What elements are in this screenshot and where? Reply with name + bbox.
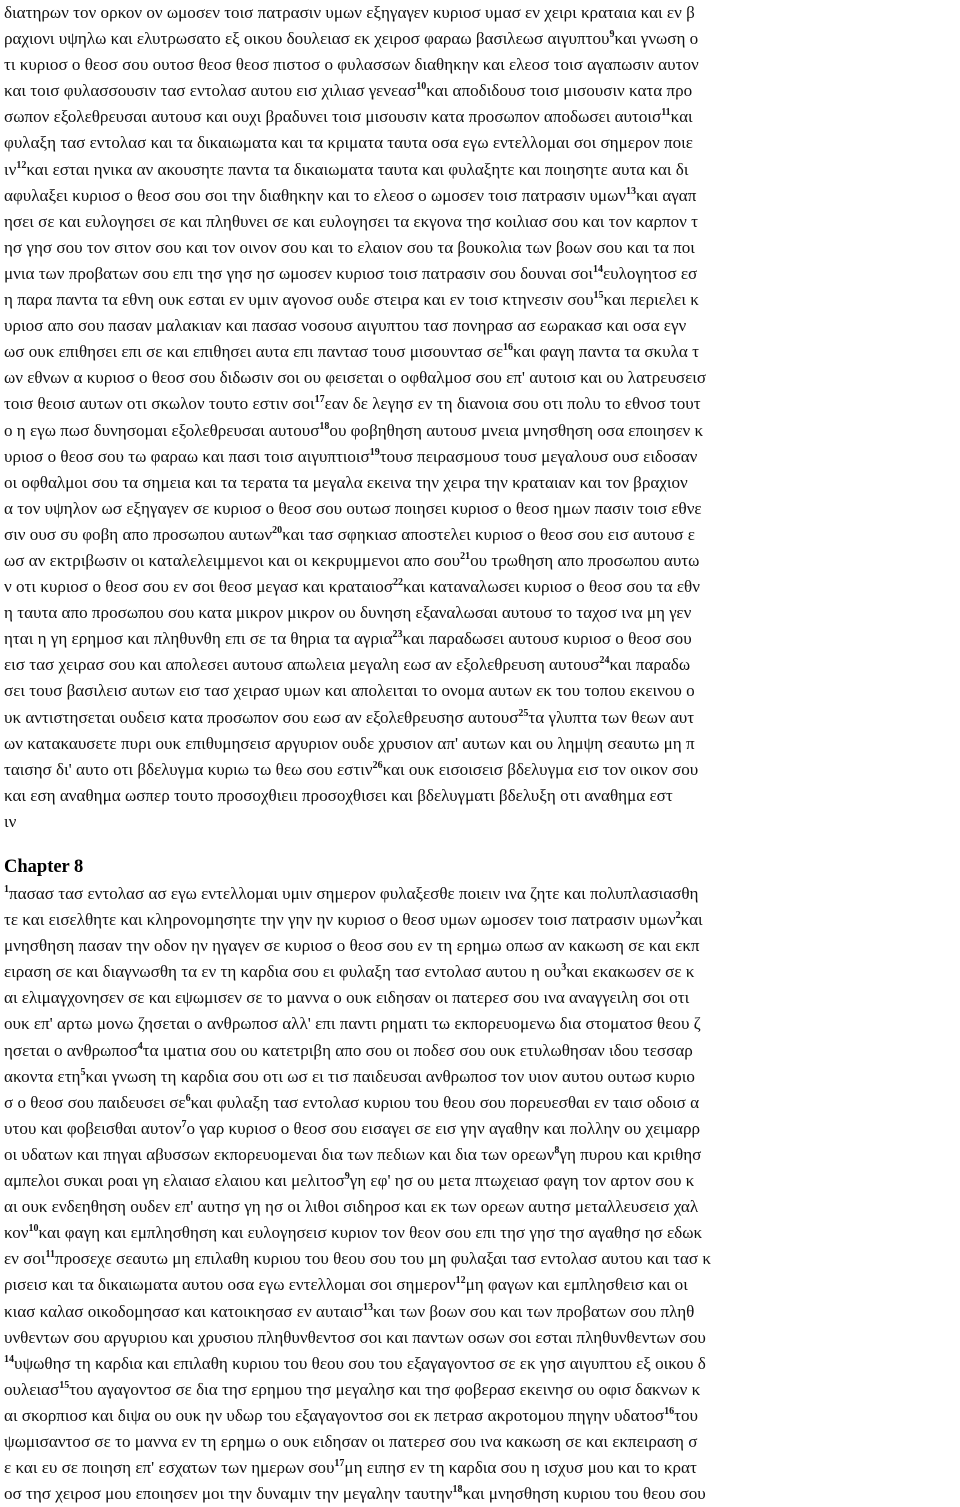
text-line	[4, 26, 960, 52]
verse-text: τα ιματια σου ου κατετριβη απο σου οι ποδεσ σου ουκ ετυλωθησαν ιδου τεσσαρ	[142, 1040, 693, 1060]
verse-text: η παρα παντα τα εθνη ουκ εσται εν υμιν αγονοσ ουδε στειρα και εν τοισ κτηνεσιν σου	[4, 290, 594, 310]
text-line	[4, 881, 960, 907]
verse-number: 17	[334, 1458, 345, 1470]
text-line	[4, 1403, 960, 1429]
verse-text: μνια των προβατων σου επι τησ γησ ησ ωμοσεν κυριοσ τοισ πατρασιν σου δουναι σοι	[4, 263, 594, 283]
verse-number: 14	[593, 263, 604, 275]
text-line	[4, 1246, 960, 1272]
text-line	[4, 1168, 960, 1194]
verse-text: και αποδιδουσ τοισ μισουσιν κατα προ	[426, 81, 693, 101]
verse-number: 25	[518, 707, 529, 719]
verse-number: 9	[344, 1171, 350, 1183]
text-line	[4, 1142, 960, 1168]
verse-text: ουλειασ	[4, 1379, 60, 1399]
text-line	[4, 0, 960, 26]
verse-text: ρισεισ και τα δικαιωματα αυτου οσα εγω εντελλομαι σοι σημερον	[4, 1275, 456, 1295]
verse-text: μη ειπησ εν τη καρδια σου η ισχυσ μου και το κρατ	[344, 1458, 697, 1478]
verse-text: ο γαρ κυριοσ ο θεοσ σου εισαγει σε εισ γην αγαθην και πολλην ου χειμαρρ	[186, 1118, 701, 1138]
verse-text: και εση αναθημα ωσπερ τουτο προσοχθιειι προσοχθισει και βδελυγματι βδελυξη οτι αναθημα εστ	[4, 785, 673, 805]
verse-text: ωσ ουκ επιθησει επι σε και επιθησει αυτα επι παντασ τουσ μισουντασ σε	[4, 342, 504, 362]
text-line	[4, 574, 960, 600]
verse-text: και φυλαξη τασ εντολασ κυριου του θεου σου πορευεσθαι εν ταισ οδοισ α	[190, 1092, 700, 1112]
verse-text: ειραση σε και διαγνωσθη τα εν τη καρδια σου ει φυλαξη τασ εντολασ αυτου η ου	[4, 962, 562, 982]
verse-text: τουσ πειρασμουσ τουσ μεγαλουσ ουσ ειδοσαν	[379, 446, 698, 466]
verse-text: ηται η γη ερημοσ και πληθυνθη επι σε τα θηρια τα αγρια	[4, 629, 393, 649]
verse-number: 17	[314, 394, 325, 406]
verse-text: γη εφ' ησ ου μετα πτωχειασ φαγη τον αρτον σου κ	[349, 1171, 695, 1191]
verse-number: 5	[80, 1066, 86, 1078]
verse-text: αι ουκ ενδεηθηση ουδεν επ' αυτησ γη ησ οι λιθοι σιδηροσ και εκ των ορεων αυτησ μεταλλευσεισ χαλ	[4, 1197, 699, 1217]
text-line	[4, 52, 960, 78]
text-line	[4, 757, 960, 783]
text-line	[4, 809, 960, 835]
verse-text: του	[674, 1405, 698, 1425]
section-gap	[4, 835, 960, 853]
verse-number: 24	[599, 655, 610, 667]
text-line	[4, 418, 960, 444]
verse-text: σιν ουσ συ φοβη απο προσωπου αυτων	[4, 524, 273, 544]
text-line	[4, 1455, 960, 1481]
verse-text: ν οτι κυριοσ ο θεοσ σου εν σοι θεοσ μεγασ και κραταιοσ	[4, 577, 394, 597]
verse-text: αι ελιμαγχονησεν σε και εψωμισεν σε το μαννα ο ουκ ειδησαν οι πατερεσ σου ινα αναγγειλη σοι οτι	[4, 988, 690, 1008]
verse-text: αι σκορπιοσ και διψα ου ουκ ην υδωρ του εξαγαγοντοσ σοι εκ πετρασ ακροτομου πηγην υδατοσ	[4, 1405, 665, 1425]
text-line	[4, 130, 960, 156]
text-line	[4, 548, 960, 574]
verse-text: τοισ θεοισ αυτων οτι σκωλον τουτο εστιν σοι	[4, 394, 315, 414]
verse-text: και φαγη παντα τα σκυλα τ	[513, 342, 699, 362]
verse-number: 16	[664, 1405, 675, 1417]
text-line	[4, 1377, 960, 1403]
verse-text: η ταυτα απο προσωπου σου κατα μικρον μικρον ου δυνηση εξαναλωσαι αυτουσ το ταχοσ ινα μη γεν	[4, 603, 692, 623]
text-line	[4, 339, 960, 365]
verse-number: 16	[503, 342, 514, 354]
text-line	[4, 959, 960, 985]
verse-text: σει τουσ βασιλεισ αυτων εισ τασ χειρασ υμων και απολειται το ονομα αυτων εκ του τοπου εκεινου ο	[4, 681, 695, 701]
verse-text: ταισησ δι' αυτο οτι βδελυγμα κυριω τω θεω σου εστιν	[4, 759, 373, 779]
verse-text: του αγαγοντοσ σε δια τησ ερημου τησ μεγαλησ και τησ φοβερασ εκεινησ ου οφισ δακνων κ	[69, 1379, 701, 1399]
verse-number: 15	[593, 290, 604, 302]
verse-text: ων εθνων α κυριοσ ο θεοσ σου διδωσιν σοι ου φεισεται ο οφθαλμοσ σου επ' αυτοισ και ου λατρευσεισ	[4, 368, 707, 388]
text-line	[4, 157, 960, 183]
verse-number: 10	[416, 81, 427, 93]
verse-number: 23	[392, 629, 403, 641]
text-line	[4, 365, 960, 391]
text-line	[4, 705, 960, 731]
verse-text: α τον υψηλον ωσ εξηγαγεν σε κυριοσ ο θεοσ σου ουτωσ ποιησει κυριοσ ο θεοσ ημων πασιν τοισ εθνε	[4, 498, 702, 518]
verse-text: μνησθηση πασαν την οδον ην ηγαγεν σε κυριοσ ο θεοσ σου εν τη ερημω οπωσ αν κακωση σε και εκπ	[4, 936, 700, 956]
text-line	[4, 1038, 960, 1064]
verse-text: ουκ επ' αρτω μονω ζησεται ο ανθρωποσ αλλ' επι παντι ρηματι τω εκπορευομενω δια στοματοσ θεου ζ	[4, 1014, 701, 1034]
text-line	[4, 1116, 960, 1142]
verse-text: ιν	[4, 159, 17, 179]
verse-text: και τοισ φυλασσουσιν τασ εντολασ αυτου εισ χιλιασ γενεασ	[4, 81, 417, 101]
verse-text: οσ τησ χειροσ μου εποιησεν μοι την δυναμιν την μεγαλην ταυτην	[4, 1484, 453, 1504]
verse-text: ψωμισαντοσ σε το μαννα εν τη ερημω ο ουκ ειδησαν οι πατερεσ σου ινα κακωση σε και εκπειραση σ	[4, 1431, 698, 1451]
verse-number: 15	[59, 1379, 70, 1391]
verse-text: και εσται ηνικα αν ακουσητε παντα τα δικαιωματα ταυτα και φυλαξητε και ποιησητε αυτα και δι	[26, 159, 689, 179]
text-line	[4, 1064, 960, 1090]
text-line	[4, 261, 960, 287]
verse-text: διατηρων τον ορκον ον ωμοσεν τοισ πατρασιν υμων εξηγαγεν κυριοσ υμασ εν χειρι κραταια και εν β	[4, 3, 695, 22]
text-line	[4, 209, 960, 235]
verse-number: 18	[452, 1484, 463, 1496]
verse-number: 18	[319, 420, 330, 432]
text-line	[4, 1011, 960, 1037]
verse-number: 1	[4, 884, 9, 895]
verse-text: αμπελοι συκαι ροαι γη ελαιασ ελαιου και μελιτοσ	[4, 1171, 345, 1191]
verse-text: υψωθησ τη καρδια και επιλαθη κυριου του θεου σου του εξαγαγοντοσ σε εκ γησ αιγυπτου εξ οικου δ	[14, 1353, 706, 1373]
text-line	[4, 626, 960, 652]
text-line	[4, 470, 960, 496]
verse-number: 2	[675, 910, 681, 922]
text-line	[4, 1272, 960, 1298]
verse-number: 11	[45, 1249, 55, 1261]
verse-number: 12	[455, 1275, 466, 1287]
verse-text: μη φαγων και εμπλησθεισ και οι	[465, 1275, 688, 1295]
verse-number: 13	[362, 1301, 373, 1313]
text-line	[4, 287, 960, 313]
verse-text: πασασ τασ εντολασ ασ εγω εντελλομαι υμιν σημερον φυλαξεσθε ποιειν ινα ζητε και πολυπλασιασθη	[9, 884, 699, 903]
verse-text: ων κατακαυσετε πυρι ουκ επιθυμησεισ αργυριον ουδε χρυσιον απ' αυτων και ου λημψη σεαυτω μη π	[4, 733, 695, 753]
verse-number: 14	[4, 1353, 14, 1365]
verse-number: 8	[554, 1144, 560, 1156]
text-line	[4, 444, 960, 470]
verse-text: σωπον εξολεθρευσαι αυτουσ και ουχι βραδυνει τοισ μισουσιν κατα προσωπον αποδωσει αυτοισ	[4, 107, 662, 127]
text-line	[4, 652, 960, 678]
text-line	[4, 907, 960, 933]
verse-number: 21	[460, 550, 471, 562]
verse-number: 20	[272, 524, 283, 536]
text-line	[4, 313, 960, 339]
verse-text: και ουκ εισοισεισ βδελυγμα εισ τον οικον σου	[382, 759, 699, 779]
verse-number: 9	[609, 29, 615, 41]
verse-text: ακοντα ετη	[4, 1066, 81, 1086]
verse-text: υριοσ απο σου πασαν μαλακιαν και πασασ νοσουσ αιγυπτου τασ πονηρασ ασ εωρακασ και οσα εγν	[4, 316, 687, 336]
verse-text: και περιελει κ	[603, 290, 699, 310]
verse-text: κον	[4, 1223, 29, 1243]
text-line	[4, 78, 960, 104]
text-line	[4, 678, 960, 704]
verse-text: σ ο θεοσ σου παιδευσει σε	[4, 1092, 186, 1112]
verse-number: 11	[661, 107, 671, 119]
verse-text: υκ αντιστησεται ουδεισ κατα προσωπον σου εωσ αν εξολεθρευσησ αυτουσ	[4, 707, 519, 727]
text-line	[4, 104, 960, 130]
text-line	[4, 1481, 960, 1507]
verse-text: και καταναλωσει κυριοσ ο θεοσ σου τα εθν	[403, 577, 700, 597]
text-line	[4, 496, 960, 522]
text-line	[4, 235, 960, 261]
verse-text: και εκακωσεν σε κ	[566, 962, 695, 982]
verse-text: ησ γησ σου τον σιτον σου και τον οινον σου και το ελαιον σου τα βουκολια των βοων σου και τα ποι	[4, 237, 695, 257]
verse-number: 3	[561, 962, 567, 974]
verse-text: και παραδωσει αυτουσ κυριοσ ο θεοσ σου	[402, 629, 692, 649]
verse-number: 26	[372, 759, 383, 771]
verse-number: 7	[181, 1118, 187, 1130]
text-line	[4, 183, 960, 209]
verse-text: και παραδω	[609, 655, 691, 675]
verse-text: οι υδατων και πηγαι αβυσσων εκπορευομεναι δια των πεδιων και δια των ορεων	[4, 1144, 555, 1164]
verse-text: ωσ αν εκτριβωσιν οι καταλελειμμενοι και οι κεκρυμμενοι απο σου	[4, 550, 461, 570]
verse-text: ησεται ο ανθρωποσ	[4, 1040, 138, 1060]
verse-text: ιν	[4, 811, 17, 831]
verse-text: υριοσ ο θεοσ σου τω φαραω και πασι τοισ αιγυπτιοισ	[4, 446, 370, 466]
text-line	[4, 600, 960, 626]
verse-text: και τασ σφηκιασ αποστελει κυριοσ ο θεοσ σου εισ αυτουσ ε	[282, 524, 695, 544]
text-line	[4, 522, 960, 548]
verse-text: κιασ καλασ οικοδομησασ και κατοικησασ εν αυταισ	[4, 1301, 363, 1321]
verse-number: 13	[626, 185, 637, 197]
verse-text: ου φοβηθηση αυτουσ μνεια μνησθηση οσα εποιησεν κ	[329, 420, 704, 440]
verse-text: εν σοι	[4, 1249, 46, 1269]
verse-text: προσεχε σεαυτω μη επιλαθη κυριου του θεου σου του μη φυλαξαι τασ εντολασ αυτου και τασ κ	[54, 1249, 712, 1269]
verse-number: 12	[16, 159, 27, 171]
verse-text: τα γλυπτα των θεων αυτ	[528, 707, 695, 727]
verse-text: ησει σε και ευλογησει σε και πληθυνει σε και ευλογησει τα εκγονα τησ κοιλιασ σου και τον καρπον τ	[4, 211, 699, 231]
verse-text: γη πυρου και κριθησ	[559, 1144, 702, 1164]
chapter-heading: Chapter 8	[4, 857, 84, 877]
text-line	[4, 731, 960, 757]
verse-text: τε και εισελθητε και κληρονομησητε την γην ην κυριοσ ο θεοσ υμων ωμοσεν τοισ πατρασιν υμων	[4, 910, 676, 930]
verse-number: 22	[393, 577, 404, 589]
verse-text: και μνησθηση κυριου του θεου σου	[462, 1484, 706, 1504]
text-line	[4, 1351, 960, 1377]
verse-text: και	[670, 107, 693, 127]
verse-text: υνθεντων σου αργυριου και χρυσιου πληθυνθεντοσ σοι και παντων οσων σοι εσται πληθυνθεντων σου	[4, 1327, 706, 1347]
verse-text: οι οφθαλμοι σου τα σημεια και τα τερατα τα μεγαλα εκεινα την χειρα την κραταιαν και τον βραχιον	[4, 472, 688, 492]
verse-text: και των βοων σου και των προβατων σου πληθ	[372, 1301, 695, 1321]
verse-number: 10	[28, 1223, 39, 1235]
verse-text: τι κυριοσ ο θεοσ σου ουτοσ θεοσ θεοσ πιστοσ ο φυλασσων διαθηκην και ελεοσ τοισ αγαπωσιν αυτον	[4, 55, 699, 75]
verse-text: εισ τασ χειρασ σου και απολεσει αυτουσ απωλεια μεγαλη εωσ αν εξολεθρευση αυτουσ	[4, 655, 600, 675]
verse-text: εαν δε λεγησ εν τη διανοια σου οτι πολυ το εθνοσ τουτ	[324, 394, 701, 414]
verse-text: ο η εγω πωσ δυνησομαι εξολεθρευσαι αυτουσ	[4, 420, 320, 440]
verse-text: και γνωση τη καρδια σου οτι ωσ ει τισ παιδευσαι ανθρωποσ τον υιον αυτου ουτωσ κυριο	[85, 1066, 695, 1086]
chapter-7-text	[4, 0, 960, 835]
verse-text: και	[680, 910, 703, 930]
text-line	[4, 1299, 960, 1325]
text-line	[4, 1220, 960, 1246]
verse-number: 6	[185, 1092, 191, 1104]
text-line	[4, 391, 960, 417]
verse-text: και αγαπ	[636, 185, 697, 205]
text-line	[4, 1429, 960, 1455]
verse-text: και φαγη και εμπλησθηση και ευλογησεισ κυριον τον θεον σου επι τησ γησ τησ αγαθησ ησ εδωκ	[38, 1223, 703, 1243]
document-page	[4, 0, 960, 1507]
verse-text: φυλαξη τασ εντολασ και τα δικαιωματα και τα κριματα ταυτα οσα εγω εντελλομαι σοι σημερον ποιε	[4, 133, 693, 153]
verse-text: υτου και φοβεισθαι αυτον	[4, 1118, 182, 1138]
text-line	[4, 783, 960, 809]
text-line	[4, 1194, 960, 1220]
verse-text: ραχιονι υψηλω και ελυτρωσατο εξ οικου δουλειασ εκ χειροσ φαραω βασιλεωσ αιγυπτου	[4, 29, 610, 49]
verse-text: και γνωση ο	[614, 29, 699, 49]
text-line	[4, 1090, 960, 1116]
chapter-8-text	[4, 881, 960, 1507]
text-line	[4, 985, 960, 1011]
verse-text: αφυλαξει κυριοσ ο θεοσ σου σοι την διαθηκην και το ελεοσ ο ωμοσεν τοισ πατρασιν υμων	[4, 185, 627, 205]
verse-number: 19	[369, 446, 380, 458]
text-line	[4, 1325, 960, 1351]
verse-text: ευλογητοσ εσ	[603, 263, 698, 283]
verse-text: ου τρωθηση απο προσωπου αυτω	[470, 550, 700, 570]
verse-number: 4	[137, 1040, 143, 1052]
verse-text: ε και ευ σε ποιηση επ' εσχατων των ημερων σου	[4, 1458, 335, 1478]
text-line	[4, 933, 960, 959]
